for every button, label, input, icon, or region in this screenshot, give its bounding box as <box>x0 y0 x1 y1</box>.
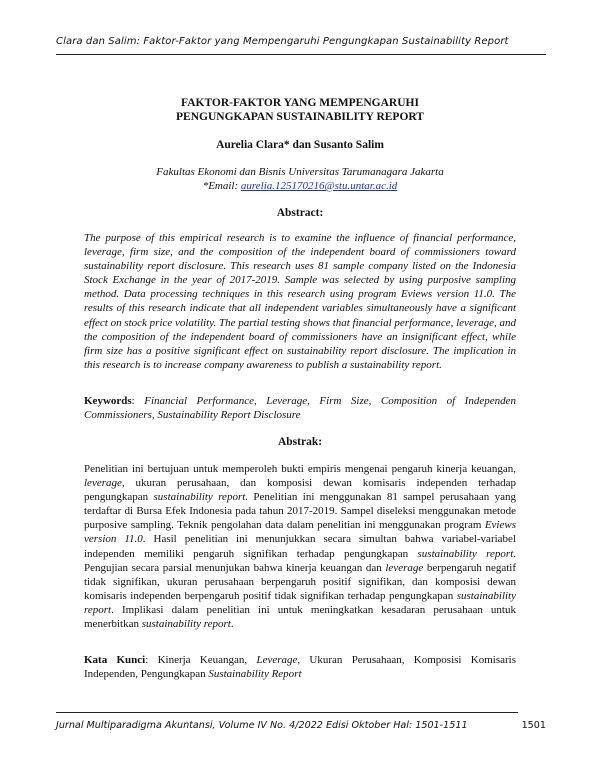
running-header: Clara dan Salim: Faktor-Faktor yang Mempengaruhi Pengungkapan Sustainability Report <box>56 36 509 47</box>
abstrak-seg: . Hasil penelitian ini menunjukkan secara simultan bahwa variabel-variabel independen memiliki pengaruh signifikan terhadap pengungkapan <box>84 533 516 560</box>
keywords-indonesian <box>84 653 516 681</box>
keywords-english <box>84 394 516 422</box>
abstrak-heading: Abstrak: <box>277 436 323 448</box>
abstrak-seg: . Pengujian secara parsial menunjukan bahwa kinerja keuangan dan <box>84 547 516 574</box>
kata-kunci-seg: : Kinerja Keuangan, <box>145 654 257 666</box>
footer-divider <box>56 712 518 713</box>
header-divider <box>56 54 546 55</box>
keywords-text: Financial Performance, Leverage, Firm Size, Composition of Independen Commissioners, Sustainability Report Disclosure <box>84 395 516 422</box>
paper-title <box>84 96 516 124</box>
footer <box>56 720 546 731</box>
abstract-english: The purpose of this empirical research is to examine the influence of financial performance, leverage, firm size, and the composition of the independent board of commissioners toward sustainability report disclosure. This research uses 81 sample company listed on the Indonesia Stock Exchange in the year of 2017-2019. Sample was selected by using purposive sampling method. Data processing techniques in this research using program Eviews version 11.0. The results of this research indicate that all independent variables simultaneously have a significant effect on stock price volatility. The partial testing shows that financial performance, leverage, and the composition of the independent board of commissioners have an insignificant effect, while firm size has a positive significant effect on sustainability report disclosure. The implication in this research is to increase company awareness to publish a sustainability report. <box>84 232 516 371</box>
abstrak-indonesian <box>84 462 516 631</box>
institution: Fakultas Ekonomi dan Bisnis Universitas Tarumanagara Jakarta <box>156 166 444 178</box>
page-number: 1501 <box>521 720 546 731</box>
email-line <box>84 179 516 193</box>
title-line-2: PENGUNGKAPAN SUSTAINABILITY REPORT <box>176 111 424 123</box>
abstrak-seg: Penelitian ini bertujuan untuk memperoleh bukti empiris mengenai pengaruh kinerja keuangan, <box>84 463 516 475</box>
abstrak-em: leverage <box>385 561 424 574</box>
abstrak-em: leverage <box>84 477 122 490</box>
email-label: *Email: <box>202 180 241 192</box>
abstrak-seg: berpengaruh negatif tidak signifikan, ukuran perusahaan berpengaruh positif signifikan, dan komposisi dewan komisaris independen berpengaruh positif tidak signifikan terhadap pengungkapan <box>84 561 516 602</box>
abstrak-em: sustainability report. <box>153 491 249 504</box>
abstrak-em: sustainability report <box>84 589 516 616</box>
keywords-sep: : <box>131 395 145 407</box>
authors: Aurelia Clara* dan Susanto Salim <box>216 139 384 151</box>
kata-kunci-em: Sustainability Report <box>208 668 302 681</box>
keywords-label: Keywords <box>84 395 132 407</box>
abstrak-seg: . Implikasi dalam penelitian ini untuk meningkatkan kesadaran perusahaan untuk menerbitkan <box>84 603 516 631</box>
title-line-1: FAKTOR-FAKTOR YANG MEMPENGARUHI <box>181 97 419 109</box>
abstrak-seg: Penelitian ini menggunakan 81 sampel perusahaan yang terdaftar di Bursa Efek Indonesia pada tahun 2017-2019. Sampel diseleksi menggunakan metode purposive sampling. Teknik pengolahan data dalam penelitian ini menggunakan program <box>84 491 516 532</box>
kata-kunci-label: Kata Kunci <box>84 654 146 666</box>
abstrak-em: Eviews version 11.0 <box>84 519 516 546</box>
kata-kunci-seg: , Ukuran Perusahaan, Komposisi Komisaris Independen, Pengungkapan <box>84 654 516 681</box>
footer-journal: Jurnal Multiparadigma Akuntansi, Volume IV No. 4/2022 Edisi Oktober Hal: 1501-1511 <box>56 720 468 731</box>
abstrak-seg: . <box>230 618 234 631</box>
email-link[interactable]: aurelia.125170216@stu.untar.ac.id <box>240 180 398 192</box>
abstrak-em: sustainability report <box>141 618 231 631</box>
abstrak-em: sustainability report <box>417 547 514 560</box>
affiliation <box>84 165 516 193</box>
abstrak-seg: , ukuran perusahaan, dan komposisi dewan komisaris independen terhadap pengungkapan <box>84 477 516 504</box>
abstract-heading: Abstract: <box>276 207 324 219</box>
kata-kunci-em: Leverage <box>256 654 298 666</box>
